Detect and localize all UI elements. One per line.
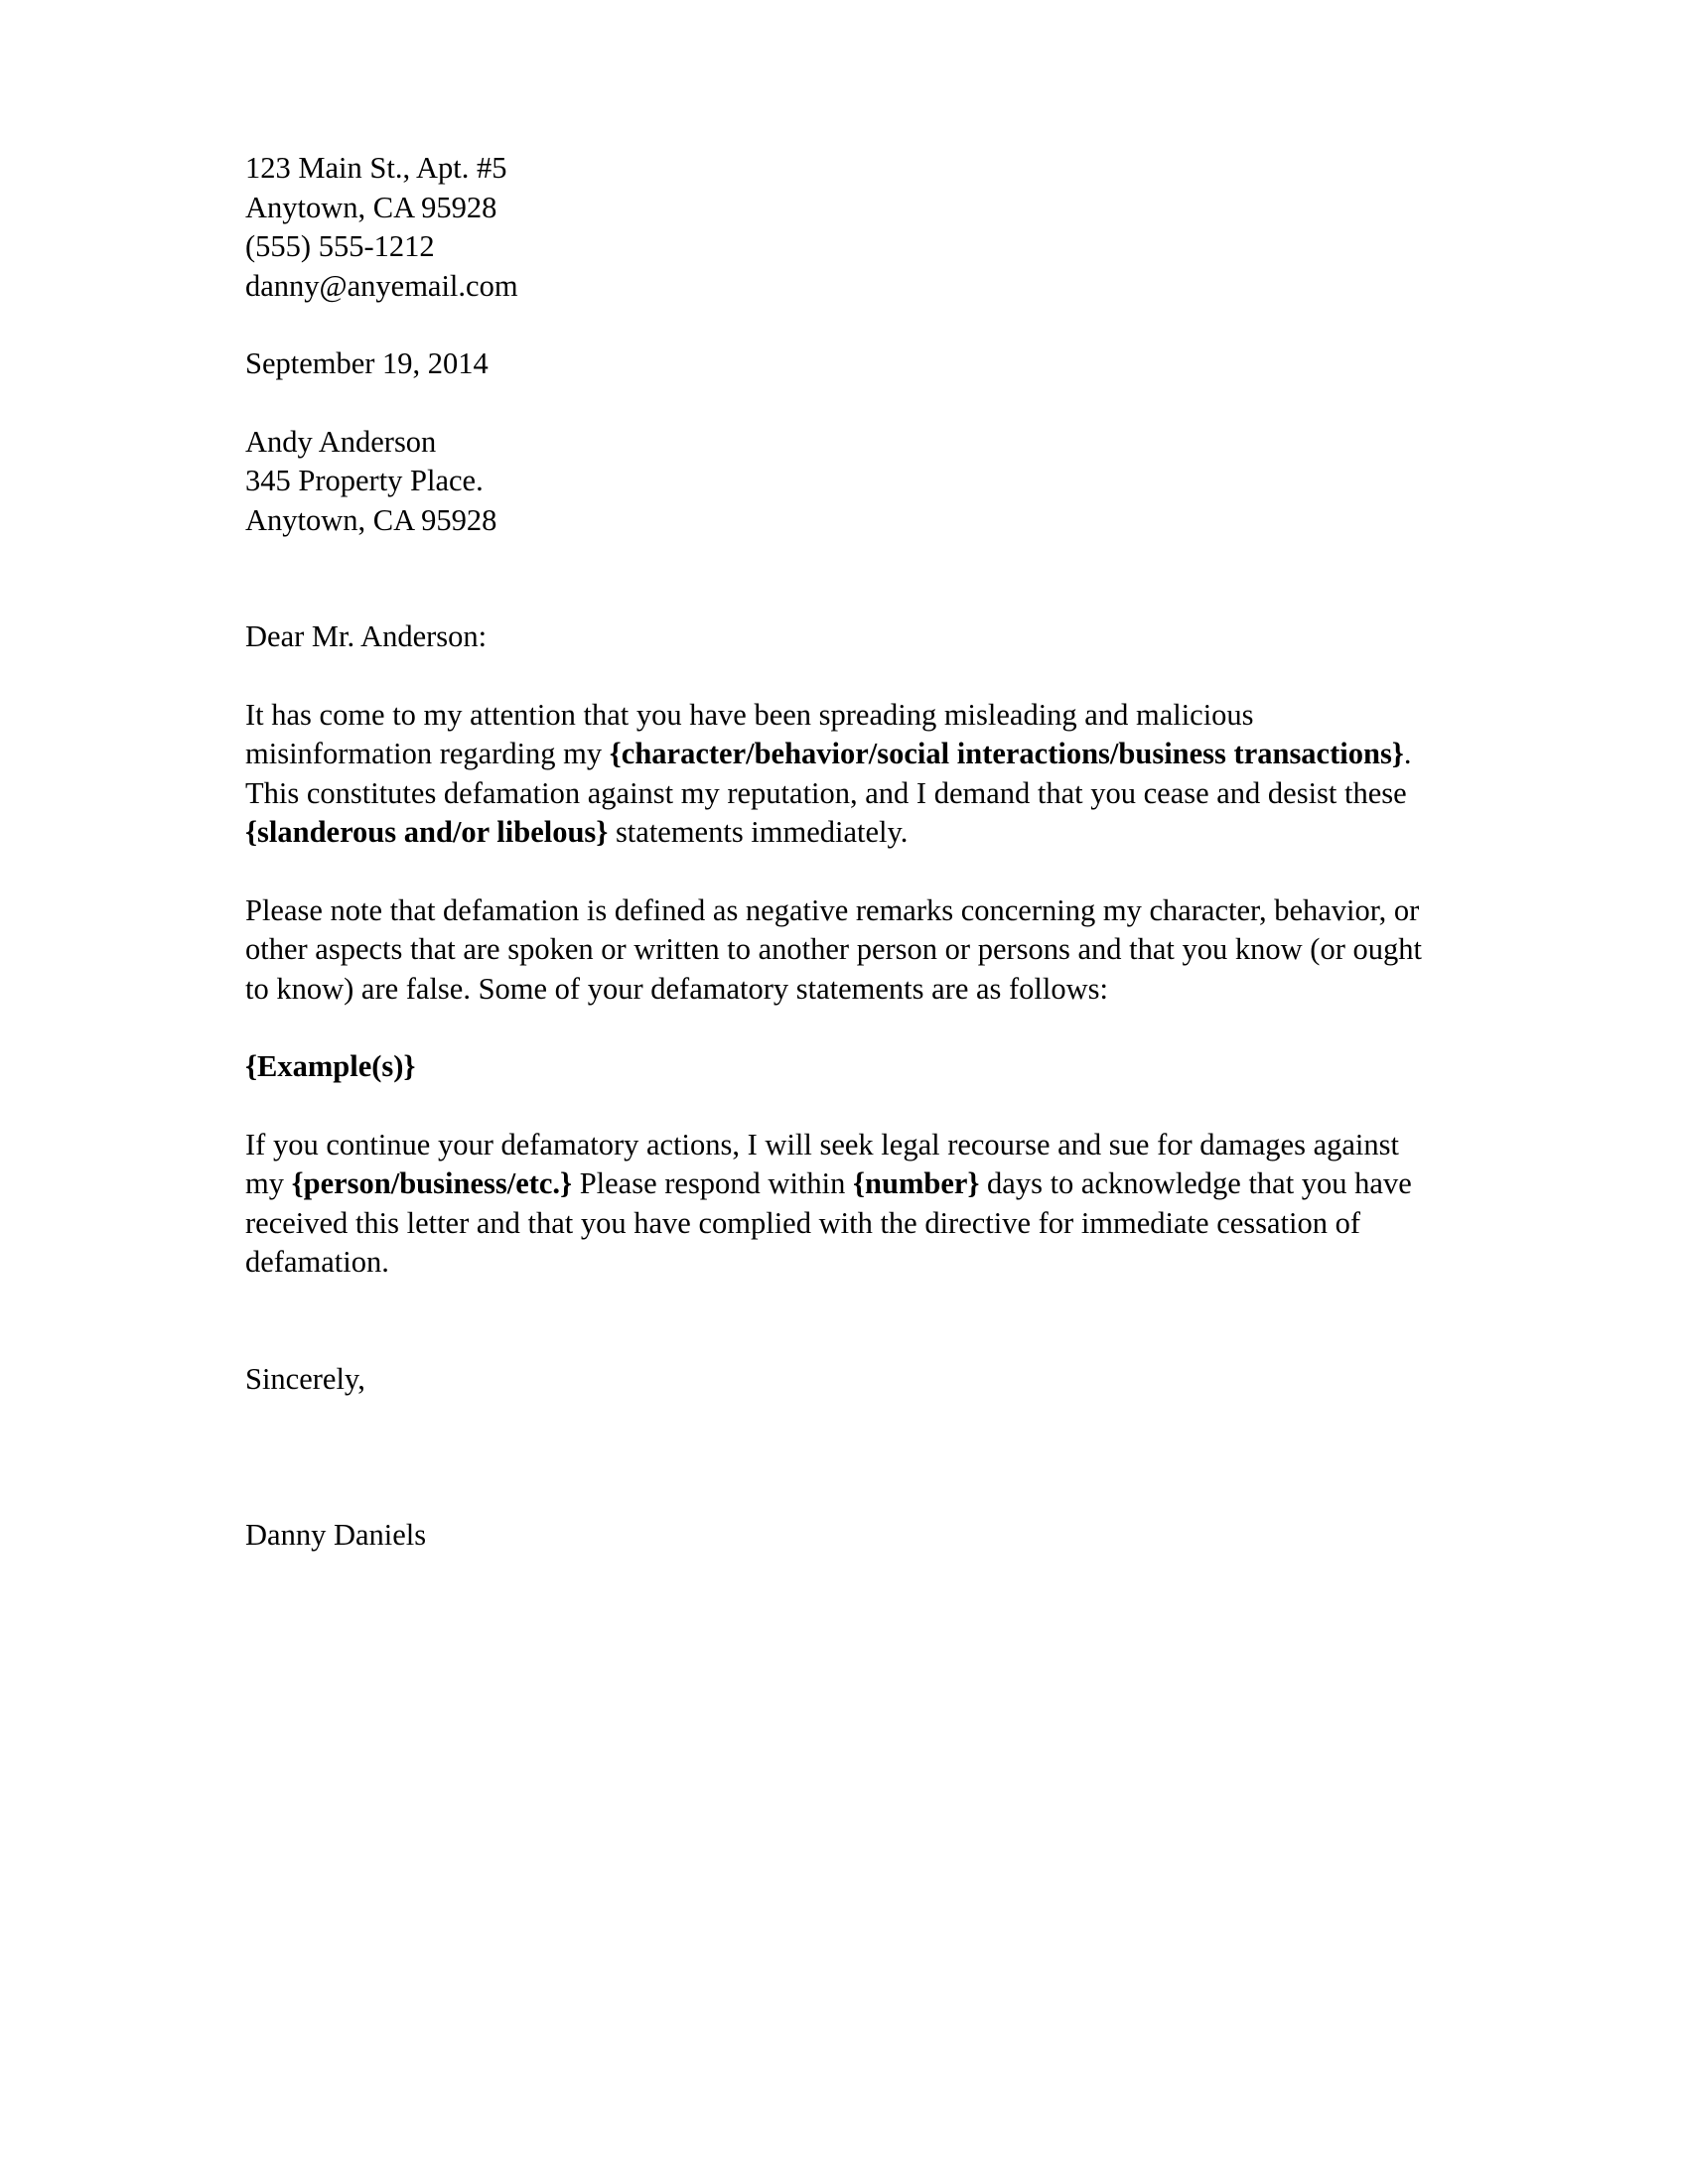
spacer-after-sender: [245, 306, 1429, 344]
spacer-before-closing: [245, 1283, 1429, 1360]
spacer-after-paragraph-1: [245, 853, 1429, 891]
recipient-address-line-1: 345 Property Place.: [245, 464, 484, 497]
spacer-after-date: [245, 384, 1429, 423]
sender-phone: (555) 555-1212: [245, 229, 435, 263]
salutation: Dear Mr. Anderson:: [245, 619, 488, 653]
paragraph-1-segment-3: statements immediately.: [608, 815, 909, 849]
signature-name: Danny Daniels: [245, 1518, 427, 1552]
body-paragraph-3: [245, 1126, 1429, 1283]
paragraph-1-segment-1: It has come to my attention that you have been spreading misleading and malicious misinformation regarding my: [245, 697, 1254, 770]
paragraph-3-placeholder-person: {person/business/etc.}: [291, 1166, 573, 1200]
spacer-after-recipient: [245, 540, 1429, 617]
recipient-address-block: [245, 423, 1429, 541]
sender-address-block: [245, 149, 1429, 306]
letter-body: [245, 149, 1429, 1556]
examples-placeholder: {Example(s)}: [245, 1049, 416, 1083]
paragraph-3-placeholder-number: {number}: [853, 1166, 980, 1200]
recipient-name: Andy Anderson: [245, 424, 437, 459]
paragraph-3-segment-3: days to acknowledge that you have received this letter and that you have complied with the directive for immediate cessation of defamation.: [245, 1166, 1412, 1279]
spacer-after-paragraph-2: [245, 1009, 1429, 1047]
paragraph-1-segment-2: . This constitutes defamation against my reputation, and I demand that you cease and desist these: [245, 737, 1412, 810]
spacer-after-examples: [245, 1087, 1429, 1126]
sender-address-line-1: 123 Main St., Apt. #5: [245, 151, 507, 185]
body-paragraph-1: [245, 696, 1429, 853]
signature-space: [245, 1399, 1429, 1516]
sender-email: danny@anyemail.com: [245, 268, 518, 303]
paragraph-3-segment-1: If you continue your defamatory actions, I will seek legal recourse and sue for damages against my: [245, 1127, 1399, 1200]
paragraph-1-placeholder-character: {character/behavior/social interactions/business transactions}: [609, 737, 1404, 770]
paragraph-3-segment-2: Please respond within: [572, 1166, 854, 1200]
paragraph-1-placeholder-slanderous: {slanderous and/or libelous}: [245, 815, 609, 849]
sender-address-line-2: Anytown, CA 95928: [245, 190, 497, 224]
valediction: Sincerely,: [245, 1361, 365, 1396]
spacer-after-salutation: [245, 657, 1429, 696]
body-paragraph-2: Please note that defamation is defined as negative remarks concerning my character, behavior, or other aspects that are spoken or written to another person or persons and that you know (or ought to know) are false. Some of your defamatory statements are as follows:: [245, 892, 1422, 1006]
recipient-address-line-2: Anytown, CA 95928: [245, 502, 497, 537]
letter-date: September 19, 2014: [245, 346, 489, 380]
